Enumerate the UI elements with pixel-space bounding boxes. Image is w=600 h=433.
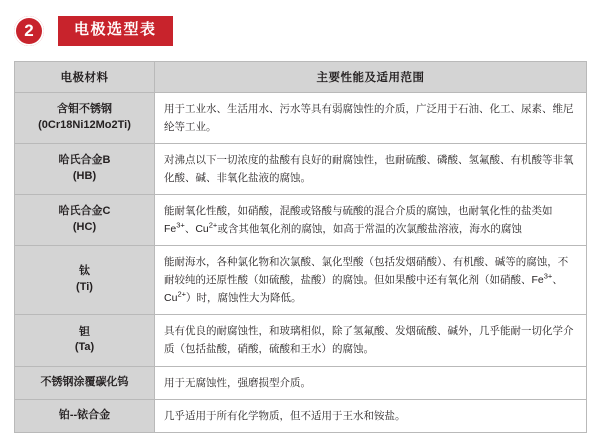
material-cell [15, 366, 155, 399]
material-name: 钽 [79, 325, 90, 338]
material-name: 哈氏合金B [58, 154, 111, 167]
material-cell [15, 315, 155, 366]
page-title: 电极选型表 [58, 16, 173, 46]
table-row [15, 195, 587, 246]
column-header-performance: 主要性能及适用范围 [155, 62, 587, 93]
description-cell: 具有优良的耐腐蚀性，和玻璃相似，除了氢氟酸、发烟硫酸、碱外，几乎能耐一切化学介质（包括盐酸，硝酸，硫酸和王水）的腐蚀。 [155, 315, 587, 366]
table-body [15, 93, 587, 433]
table-row [15, 399, 587, 432]
material-name: 含钼不锈钢 [57, 103, 112, 116]
material-cell [15, 195, 155, 246]
section-number-badge: 2 [14, 16, 44, 46]
table-row [15, 246, 587, 315]
material-code: (Ta) [74, 341, 95, 354]
table-head [15, 62, 587, 93]
table-row [15, 366, 587, 399]
table-row [15, 315, 587, 366]
material-name: 哈氏合金C [58, 205, 111, 218]
description-cell: 能耐氧化性酸，如硝酸，混酸或铬酸与硫酸的混合介质的腐蚀，也耐氧化性的盐类如$Fe^{3+}$、$Cu^{2+}$或含其他氧化剂的腐蚀，如高于常温的次氯酸盐溶液，海水的腐蚀 [155, 195, 587, 246]
table-row [15, 144, 587, 195]
table-header-row [15, 62, 587, 93]
material-cell [15, 399, 155, 432]
material-code: (HB) [72, 170, 97, 183]
page-header [14, 14, 586, 48]
material-cell [15, 93, 155, 144]
material-code: (Ti) [76, 281, 93, 294]
material-name: 铂--铱合金 [58, 408, 111, 421]
description-cell: 对沸点以下一切浓度的盐酸有良好的耐腐蚀性，也耐硫酸、磷酸、氢氟酸、有机酸等非氧化酸、碱、非氧化盐液的腐蚀。 [155, 144, 587, 195]
material-cell [15, 144, 155, 195]
material-cell [15, 246, 155, 315]
description-cell: 几乎适用于所有化学物质，但不适用于王水和铵盐。 [155, 399, 587, 432]
description-cell: 用于无腐蚀性，强磨损型介质。 [155, 366, 587, 399]
material-code: (0Cr18Ni12Mo2Ti) [38, 119, 131, 132]
column-header-material: 电极材料 [15, 62, 155, 93]
material-name: 钛 [79, 265, 90, 278]
description-cell: 用于工业水、生活用水、污水等具有弱腐蚀性的介质，广泛用于石油、化工、尿素、维尼纶等工业。 [155, 93, 587, 144]
material-code: (HC) [72, 221, 97, 234]
material-name: 不锈钢涂覆碳化钨 [40, 375, 129, 388]
electrode-selection-table [14, 61, 587, 433]
table-row [15, 93, 587, 144]
description-cell: 能耐海水，各种氯化物和次氯酸、氯化型酸（包括发烟硝酸）、有机酸、碱等的腐蚀，不耐较纯的还原性酸（如硫酸，盐酸）的腐蚀。但如果酸中还有氧化剂（如硝酸、$Fe^{3+}$、$Cu^{2+}$）时，腐蚀性大为降低。 [155, 246, 587, 315]
